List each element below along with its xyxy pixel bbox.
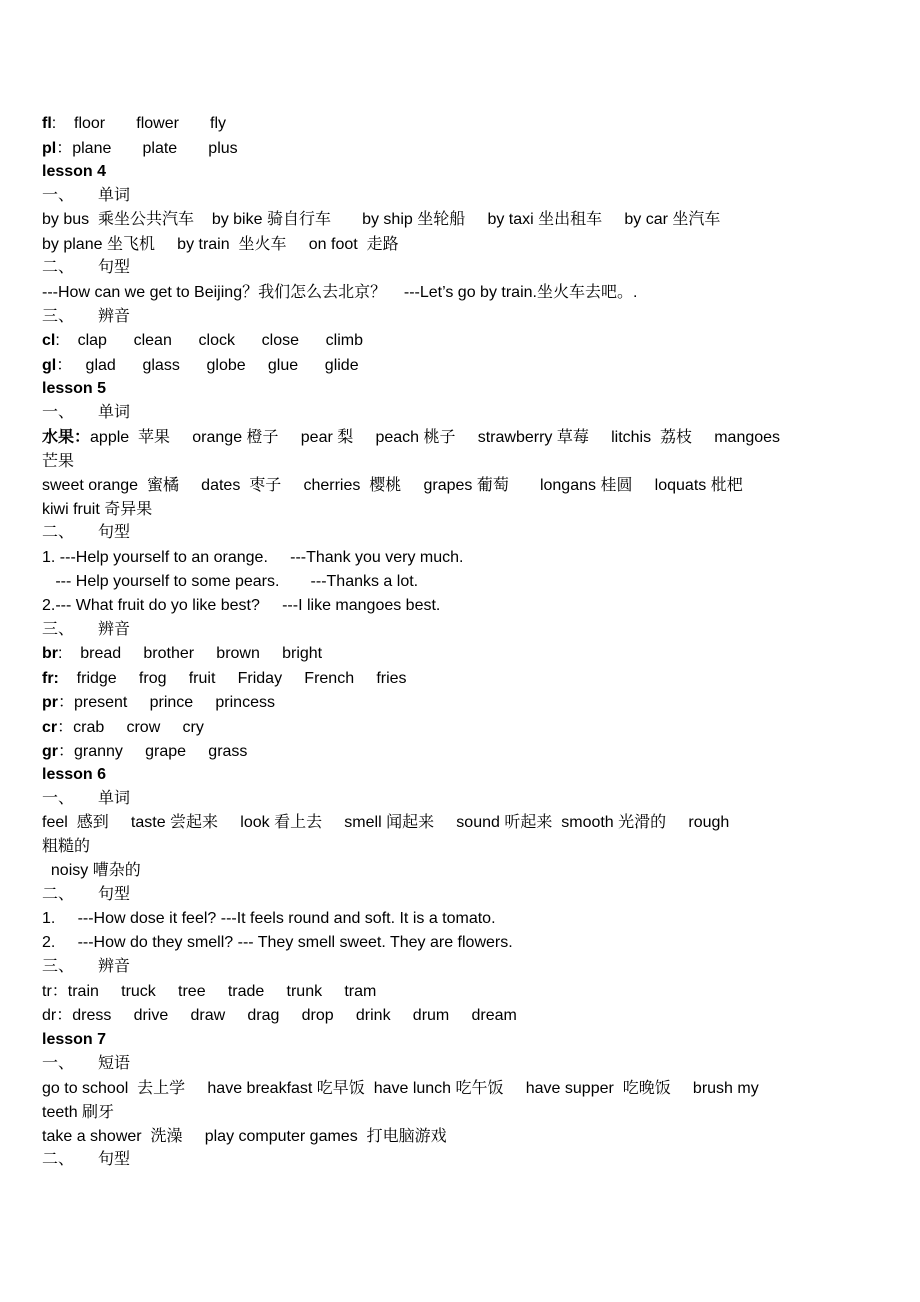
section-number: 三、 — [42, 958, 75, 975]
section-heading-phonics — [42, 618, 130, 642]
vocab-line: 芒果 — [42, 453, 75, 470]
phonics-line-fr — [42, 667, 407, 691]
section-title: 句型 — [98, 1151, 131, 1168]
lesson-4-heading: lesson 4 — [42, 163, 107, 180]
vocab-line: noisy 嘈杂的 — [42, 862, 141, 879]
sentence-line: --- Help yourself to some pears. ---Thanks a lot. — [42, 573, 419, 590]
section-title: 句型 — [98, 259, 131, 276]
vocab-line: kiwi fruit 奇异果 — [42, 501, 153, 518]
section-number: 二、 — [42, 259, 75, 276]
phonics-line-dr: dr：dress drive draw drag drop drink drum dream — [42, 1007, 517, 1024]
section-heading-phonics — [42, 305, 130, 329]
phonics-words: ： glad glass globe glue glide — [56, 357, 359, 374]
phonics-words: ：plane plate plus — [56, 140, 238, 157]
vocab-line: sweet orange 蜜橘 dates 枣子 cherries 樱桃 grapes 葡萄 longans 桂圆 loquats 枇杷 — [42, 477, 743, 494]
section-number: 一、 — [42, 187, 75, 204]
section-heading-phonics — [42, 955, 130, 979]
lesson-7-heading: lesson 7 — [42, 1031, 107, 1048]
phonics-label: pr — [42, 694, 58, 711]
section-title: 辨音 — [98, 958, 131, 975]
phonics-words: : floor flower fly — [51, 115, 227, 132]
phrase-line: take a shower 洗澡 play computer games 打电脑游戏 — [42, 1128, 447, 1145]
phonics-label: br — [42, 645, 58, 662]
section-heading-sentences — [42, 521, 130, 545]
fruit-words: apple 苹果 orange 橙子 pear 梨 peach 桃子 strawberry 草莓 litchis 荔枝 mangoes — [90, 429, 781, 446]
section-number: 一、 — [42, 790, 75, 807]
lesson-5-heading: lesson 5 — [42, 380, 107, 397]
section-title: 句型 — [98, 524, 131, 541]
sentence-line: 1. ---Help yourself to an orange. ---Thank you very much. — [42, 549, 464, 566]
lesson-6-heading: lesson 6 — [42, 766, 107, 783]
fruit-label: 水果： — [42, 429, 91, 446]
section-number: 一、 — [42, 404, 75, 421]
vocab-line: by plane 坐飞机 by train 坐火车 on foot 走路 — [42, 236, 399, 253]
phonics-words: ：present prince princess — [58, 694, 275, 711]
section-title: 短语 — [98, 1055, 131, 1072]
phonics-line-gl — [42, 354, 359, 378]
section-number: 二、 — [42, 524, 75, 541]
section-number: 三、 — [42, 308, 75, 325]
sentence-line: ---How can we get to Beijing？我们怎么去北京？ ---Let’s go by train.坐火车去吧。. — [42, 284, 638, 301]
vocab-line: 粗糙的 — [42, 838, 91, 855]
section-heading-sentences — [42, 256, 130, 280]
sentence-line: 2.--- What fruit do yo like best? ---I like mangoes best. — [42, 597, 441, 614]
section-title: 单词 — [98, 404, 131, 421]
vocab-line: by bus 乘坐公共汽车 by bike 骑自行车 by ship 坐轮船 by taxi 坐出租车 by car 坐汽车 — [42, 211, 721, 228]
section-title: 单词 — [98, 187, 131, 204]
phonics-label: cl — [42, 332, 56, 349]
section-heading-words — [42, 401, 130, 425]
sentence-line: 2. ---How do they smell? --- They smell sweet. They are flowers. — [42, 934, 513, 951]
sentence-line: 1. ---How dose it feel? ---It feels round and soft. It is a tomato. — [42, 910, 496, 927]
phonics-line-fl — [42, 112, 226, 136]
section-number: 一、 — [42, 1055, 75, 1072]
phonics-line-pr — [42, 691, 275, 715]
phonics-line-pl — [42, 137, 238, 161]
section-heading-words — [42, 787, 130, 811]
section-title: 辨音 — [98, 308, 131, 325]
phonics-label: pl — [42, 140, 57, 157]
phonics-line-gr — [42, 740, 247, 764]
section-heading-sentences — [42, 883, 130, 907]
phrase-line: go to school 去上学 have breakfast 吃早饭 have lunch 吃午饭 have supper 吃晚饭 brush my — [42, 1080, 759, 1097]
phonics-line-br — [42, 642, 322, 666]
section-number: 二、 — [42, 886, 75, 903]
vocab-line: feel 感到 taste 尝起来 look 看上去 smell 闻起来 sound 听起来 smooth 光滑的 rough — [42, 814, 730, 831]
section-title: 句型 — [98, 886, 131, 903]
phonics-line-tr: tr：train truck tree trade trunk tram — [42, 983, 377, 1000]
phonics-label: gl — [42, 357, 57, 374]
section-heading-sentences — [42, 1148, 130, 1172]
phonics-words: fridge frog fruit Friday French fries — [58, 670, 407, 687]
phonics-words: ：crab crow cry — [57, 719, 204, 736]
phonics-words: : clap clean clock close climb — [55, 332, 363, 349]
phonics-label: fr: — [42, 670, 59, 687]
section-title: 辨音 — [98, 621, 131, 638]
phonics-label: cr — [42, 719, 58, 736]
section-number: 三、 — [42, 621, 75, 638]
phonics-words: : bread brother brown bright — [58, 645, 323, 662]
phonics-words: ：granny grape grass — [58, 743, 248, 760]
fruit-vocab-line — [42, 426, 780, 450]
phonics-label: fl — [42, 115, 52, 132]
section-heading-words — [42, 184, 130, 208]
section-title: 单词 — [98, 790, 131, 807]
phonics-line-cr — [42, 716, 204, 740]
phonics-label: gr — [42, 743, 58, 760]
section-number: 二、 — [42, 1151, 75, 1168]
section-heading-phrases — [42, 1052, 130, 1076]
phrase-line: teeth 刷牙 — [42, 1104, 115, 1121]
phonics-line-cl — [42, 329, 363, 353]
